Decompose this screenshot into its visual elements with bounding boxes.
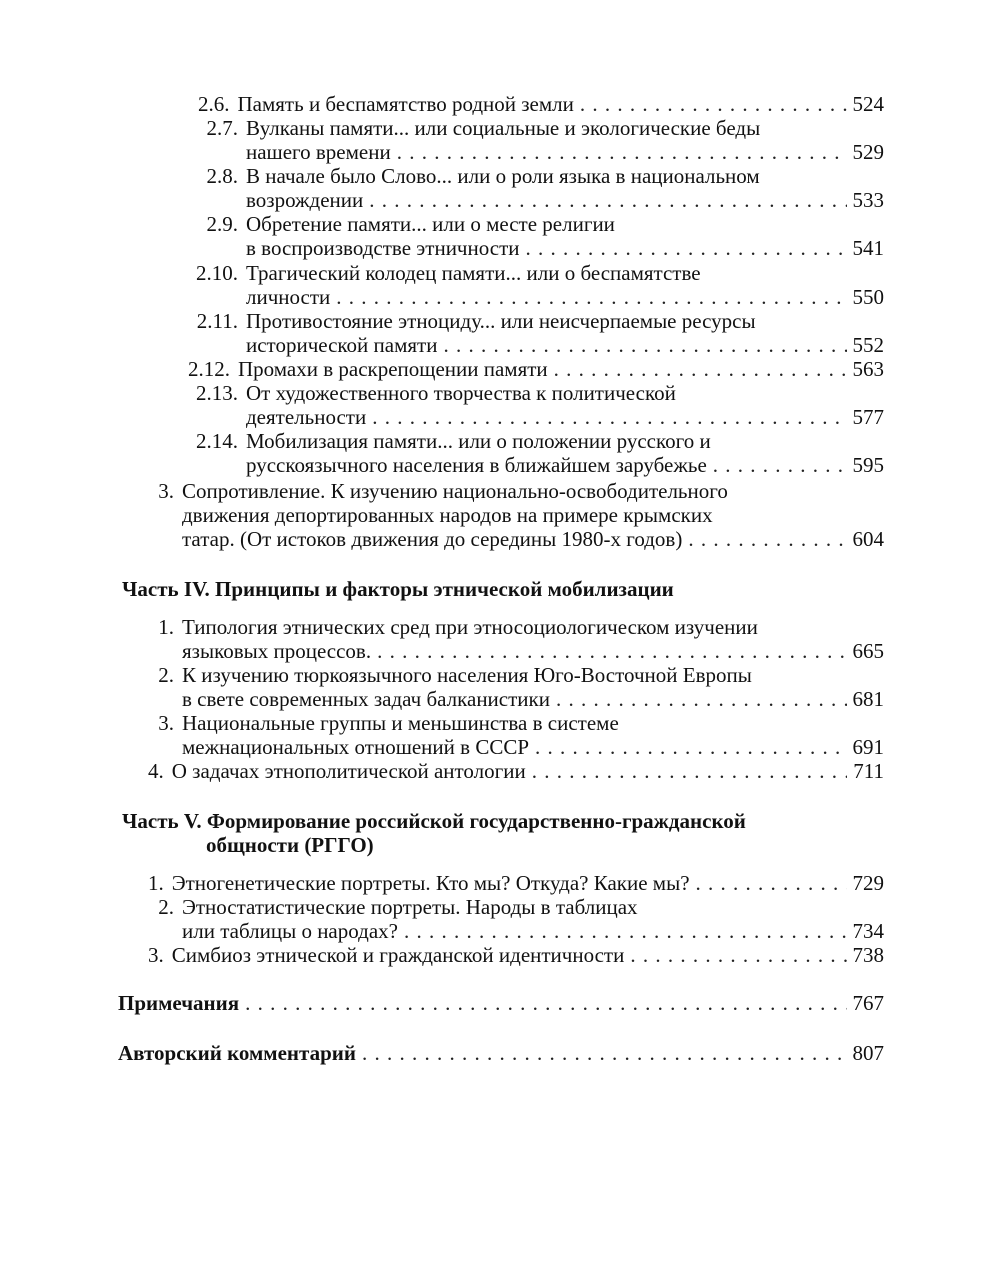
dot-leader (535, 735, 846, 759)
toc-entry-2-11 (188, 309, 884, 333)
entry-page: 734 (852, 919, 884, 943)
entry-title-cont: исторической памяти (246, 333, 438, 357)
entry-title: В начале было Слово... или о роли языка в национальном (246, 164, 760, 188)
entry-title: Этногенетические портреты. Кто мы? Откуда? Какие мы? (171, 871, 690, 895)
toc-entry-2-14 (188, 429, 884, 453)
entry-title: Мобилизация памяти... или о положении русского и (246, 429, 711, 453)
entry-number: 2. (158, 895, 174, 919)
toc-entry-3-cont1 (182, 503, 884, 527)
toc-entry-p4-2-cont (182, 687, 884, 711)
entry-title: Промахи в раскрепощении памяти (238, 357, 548, 381)
toc-entry-3-cont2 (182, 527, 884, 551)
dot-leader (554, 357, 847, 381)
toc-entry-2-6 (198, 92, 884, 116)
entry-number: 3. (158, 479, 174, 503)
entry-number: 2.7. (206, 116, 238, 140)
entry-title: От художественного творчества к политической (246, 381, 676, 405)
entry-title-cont: в свете современных задач балканистики (182, 687, 550, 711)
toc-entry-notes (118, 991, 884, 1015)
entry-page: 533 (852, 188, 884, 212)
dot-leader (443, 333, 846, 357)
dot-leader (369, 188, 846, 212)
entry-page: 681 (852, 687, 884, 711)
dot-leader (532, 759, 848, 783)
entry-title: Авторский комментарий (118, 1041, 356, 1065)
toc-entry-p5-2-cont (182, 919, 884, 943)
dot-leader (397, 140, 847, 164)
entry-number: 4. (148, 759, 164, 783)
toc-entry-2-12 (188, 357, 884, 381)
entry-page: 738 (852, 943, 884, 967)
dot-leader (362, 1041, 847, 1065)
entry-page: 691 (852, 735, 884, 759)
entry-number: 3. (158, 711, 174, 735)
entry-page: 524 (852, 92, 884, 116)
toc-entry-2-10-cont (246, 285, 884, 309)
entry-title: Национальные группы и меньшинства в системе (182, 711, 619, 735)
toc-entry-2-14-cont (246, 453, 884, 477)
entry-page: 807 (852, 1041, 884, 1065)
entry-number: 2.11. (196, 309, 238, 333)
entry-number: 2.8. (206, 164, 238, 188)
entry-page: 529 (852, 140, 884, 164)
toc-entry-2-8 (198, 164, 884, 188)
toc-entry-3 (148, 479, 884, 503)
part-4-heading: Часть IV. Принципы и факторы этнической мобилизации (122, 577, 674, 601)
toc-entry-p5-3 (148, 943, 884, 967)
entry-number: 2.12. (188, 357, 230, 381)
entry-page: 550 (852, 285, 884, 309)
toc-entry-p5-1 (148, 871, 884, 895)
entry-title: Сопротивление. К изучению национально-освободительного (182, 479, 728, 503)
entry-title: Трагический колодец памяти... или о беспамятстве (246, 261, 701, 285)
entry-title-cont: нашего времени (246, 140, 391, 164)
dot-leader (556, 687, 847, 711)
dot-leader (336, 285, 846, 309)
entry-title-cont: личности (246, 285, 331, 309)
entry-title-cont: деятельности (246, 405, 367, 429)
entry-number: 2.6. (198, 92, 230, 116)
entry-title-cont: русскоязычного населения в ближайшем зарубежье (246, 453, 707, 477)
part-5-heading: Часть V. Формирование российской государственно-гражданской (122, 809, 746, 833)
entry-page: 577 (852, 405, 884, 429)
toc-entry-commentary (118, 1041, 884, 1065)
toc-entry-2-8-cont (246, 188, 884, 212)
entry-number: 1. (148, 871, 164, 895)
entry-number: 2.14. (196, 429, 238, 453)
entry-page: 541 (852, 236, 884, 260)
entry-title: Типология этнических сред при этносоциологическом изучении (182, 615, 758, 639)
entry-page: 767 (852, 991, 884, 1015)
dot-leader (526, 236, 847, 260)
toc-entry-2-7-cont (246, 140, 884, 164)
toc-entry-p4-1 (148, 615, 884, 639)
dot-leader (404, 919, 847, 943)
entry-title-cont: татар. (От истоков движения до середины 1980-х годов) (182, 527, 683, 551)
dot-leader (580, 92, 847, 116)
entry-number: 1. (158, 615, 174, 639)
entry-title-cont: в воспроизводстве этничности (246, 236, 520, 260)
dot-leader (377, 639, 846, 663)
entry-number: 2.13. (196, 381, 238, 405)
entry-title: Обретение памяти... или о месте религии (246, 212, 615, 236)
entry-page: 552 (852, 333, 884, 357)
entry-title: К изучению тюркоязычного населения Юго-Восточной Европы (182, 663, 752, 687)
entry-title-cont: межнациональных отношений в СССР (182, 735, 530, 759)
toc-entry-2-10 (188, 261, 884, 285)
toc-entry-p4-3-cont (182, 735, 884, 759)
entry-title: Противостояние этноциду... или неисчерпаемые ресурсы (246, 309, 756, 333)
entry-page: 711 (853, 759, 884, 783)
toc-entry-2-9 (198, 212, 884, 236)
toc-entry-2-11-cont (246, 333, 884, 357)
entry-page: 729 (852, 871, 884, 895)
dot-leader (372, 405, 846, 429)
dot-leader (245, 991, 846, 1015)
entry-page: 665 (852, 639, 884, 663)
toc-entry-2-7 (198, 116, 884, 140)
dot-leader (630, 943, 846, 967)
entry-page: 563 (852, 357, 884, 381)
toc-entry-2-13-cont (246, 405, 884, 429)
dot-leader (688, 527, 846, 551)
dot-leader (696, 871, 847, 895)
entry-title: Память и беспамятство родной земли (237, 92, 574, 116)
entry-number: 3. (148, 943, 164, 967)
dot-leader (713, 453, 847, 477)
entry-number: 2.10. (196, 261, 238, 285)
entry-title-cont: или таблицы о народах? (182, 919, 398, 943)
toc-entry-p5-2 (148, 895, 884, 919)
entry-title: О задачах этнополитической антологии (171, 759, 526, 783)
entry-title: Этностатистические портреты. Народы в таблицах (182, 895, 638, 919)
entry-page: 604 (852, 527, 884, 551)
part-5-heading-cont: общности (РГГО) (206, 833, 374, 857)
entry-number: 2. (158, 663, 174, 687)
toc-entry-p4-3 (148, 711, 884, 735)
entry-number: 2.9. (206, 212, 238, 236)
toc-entry-2-9-cont (246, 236, 884, 260)
entry-title-cont: движения депортированных народов на примере крымских (182, 503, 713, 527)
toc-entry-p4-4 (148, 759, 884, 783)
toc-entry-p4-1-cont (182, 639, 884, 663)
entry-page: 595 (852, 453, 884, 477)
toc-entry-p4-2 (148, 663, 884, 687)
entry-title: Примечания (118, 991, 240, 1015)
toc-entry-2-13 (188, 381, 884, 405)
entry-title-cont: языковых процессов. (182, 639, 372, 663)
entry-title-cont: возрождении (246, 188, 364, 212)
entry-title: Симбиоз этнической и гражданской идентичности (171, 943, 625, 967)
entry-title: Вулканы памяти... или социальные и экологические беды (246, 116, 761, 140)
